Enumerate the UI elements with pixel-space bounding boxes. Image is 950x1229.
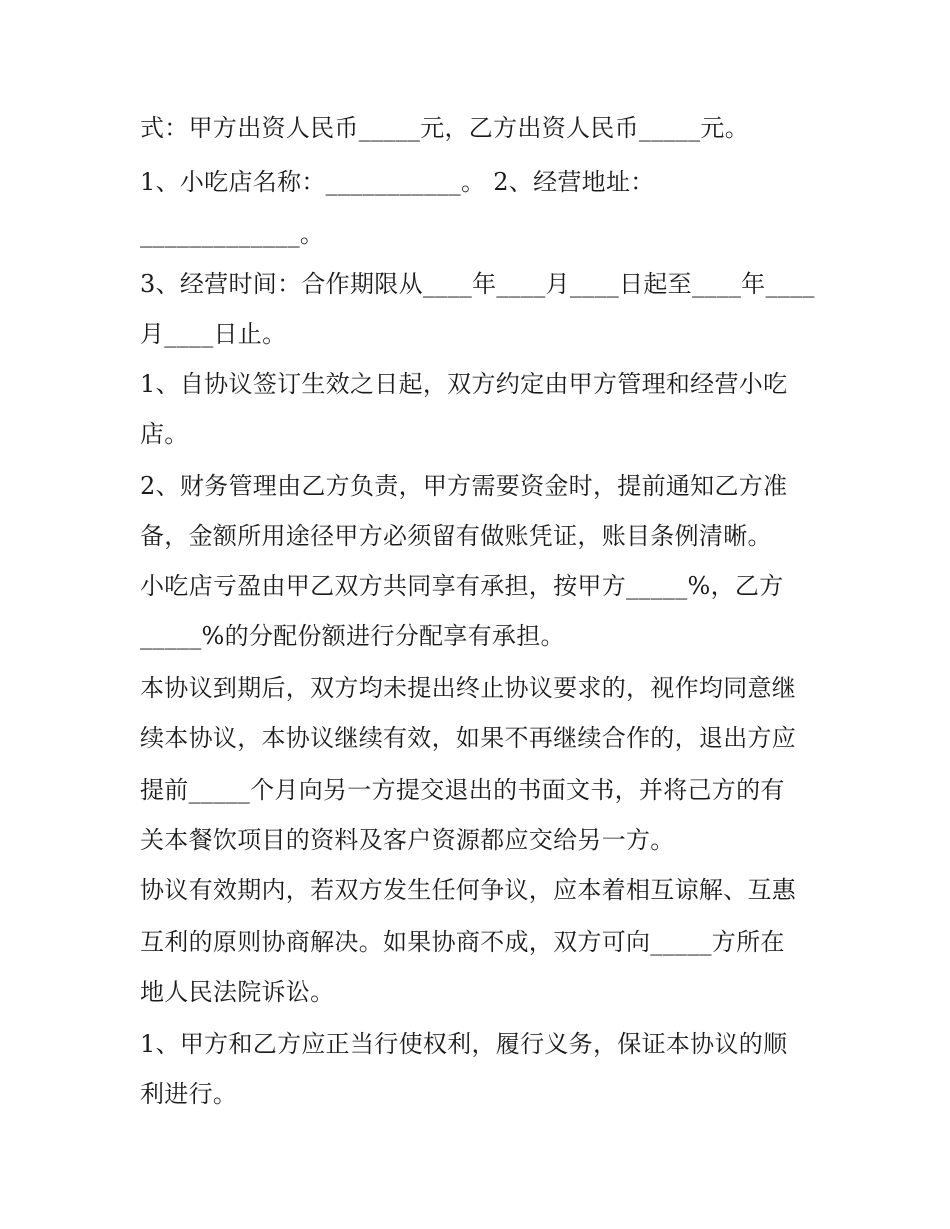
text-line: 1、小吃店名称：___________。 2、经营地址：	[140, 168, 655, 196]
text-line: 地人民法院诉讼。	[140, 978, 335, 1006]
text-line: 互利的原则协商解决。如果协商不成，双方可向_____方所在	[140, 928, 785, 956]
text-line: 续本协议，本协议继续有效，如果不再继续合作的，退出方应	[140, 724, 797, 752]
text-line: 1、甲方和乙方应正当行使权利，履行义务，保证本协议的顺	[140, 1030, 788, 1058]
text-line: 3、经营时间：合作期限从____年____月____日起至____年____	[140, 270, 815, 298]
text-line: 本协议到期后，双方均未提出终止协议要求的，视作均同意继	[140, 674, 797, 702]
text-line: 店。	[140, 420, 189, 448]
text-line: 1、自协议签订生效之日起，双方约定由甲方管理和经营小吃	[140, 370, 788, 398]
text-line: 关本餐饮项目的资料及客户资源都应交给另一方。	[140, 826, 675, 854]
text-line: 提前_____个月向另一方提交退出的书面文书，并将己方的有	[140, 776, 785, 804]
text-line: 利进行。	[140, 1080, 238, 1108]
text-line: 式：甲方出资人民币_____元，乙方出资人民币_____元。	[140, 114, 749, 142]
text-line: 2、财务管理由乙方负责，甲方需要资金时，提前通知乙方准	[140, 472, 788, 500]
text-line: _____%的分配份额进行分配享有承担。	[140, 622, 565, 650]
text-line: _____________。	[140, 220, 325, 248]
text-line: 备，金额所用途径甲方必须留有做账凭证，账目条例清晰。	[140, 522, 772, 550]
text-line: 月____日止。	[140, 320, 287, 348]
text-line: 小吃店亏盈由甲乙双方共同享有承担，按甲方_____%，乙方	[140, 572, 784, 600]
text-line: 协议有效期内，若双方发生任何争议，应本着相互谅解、互惠	[140, 876, 797, 904]
